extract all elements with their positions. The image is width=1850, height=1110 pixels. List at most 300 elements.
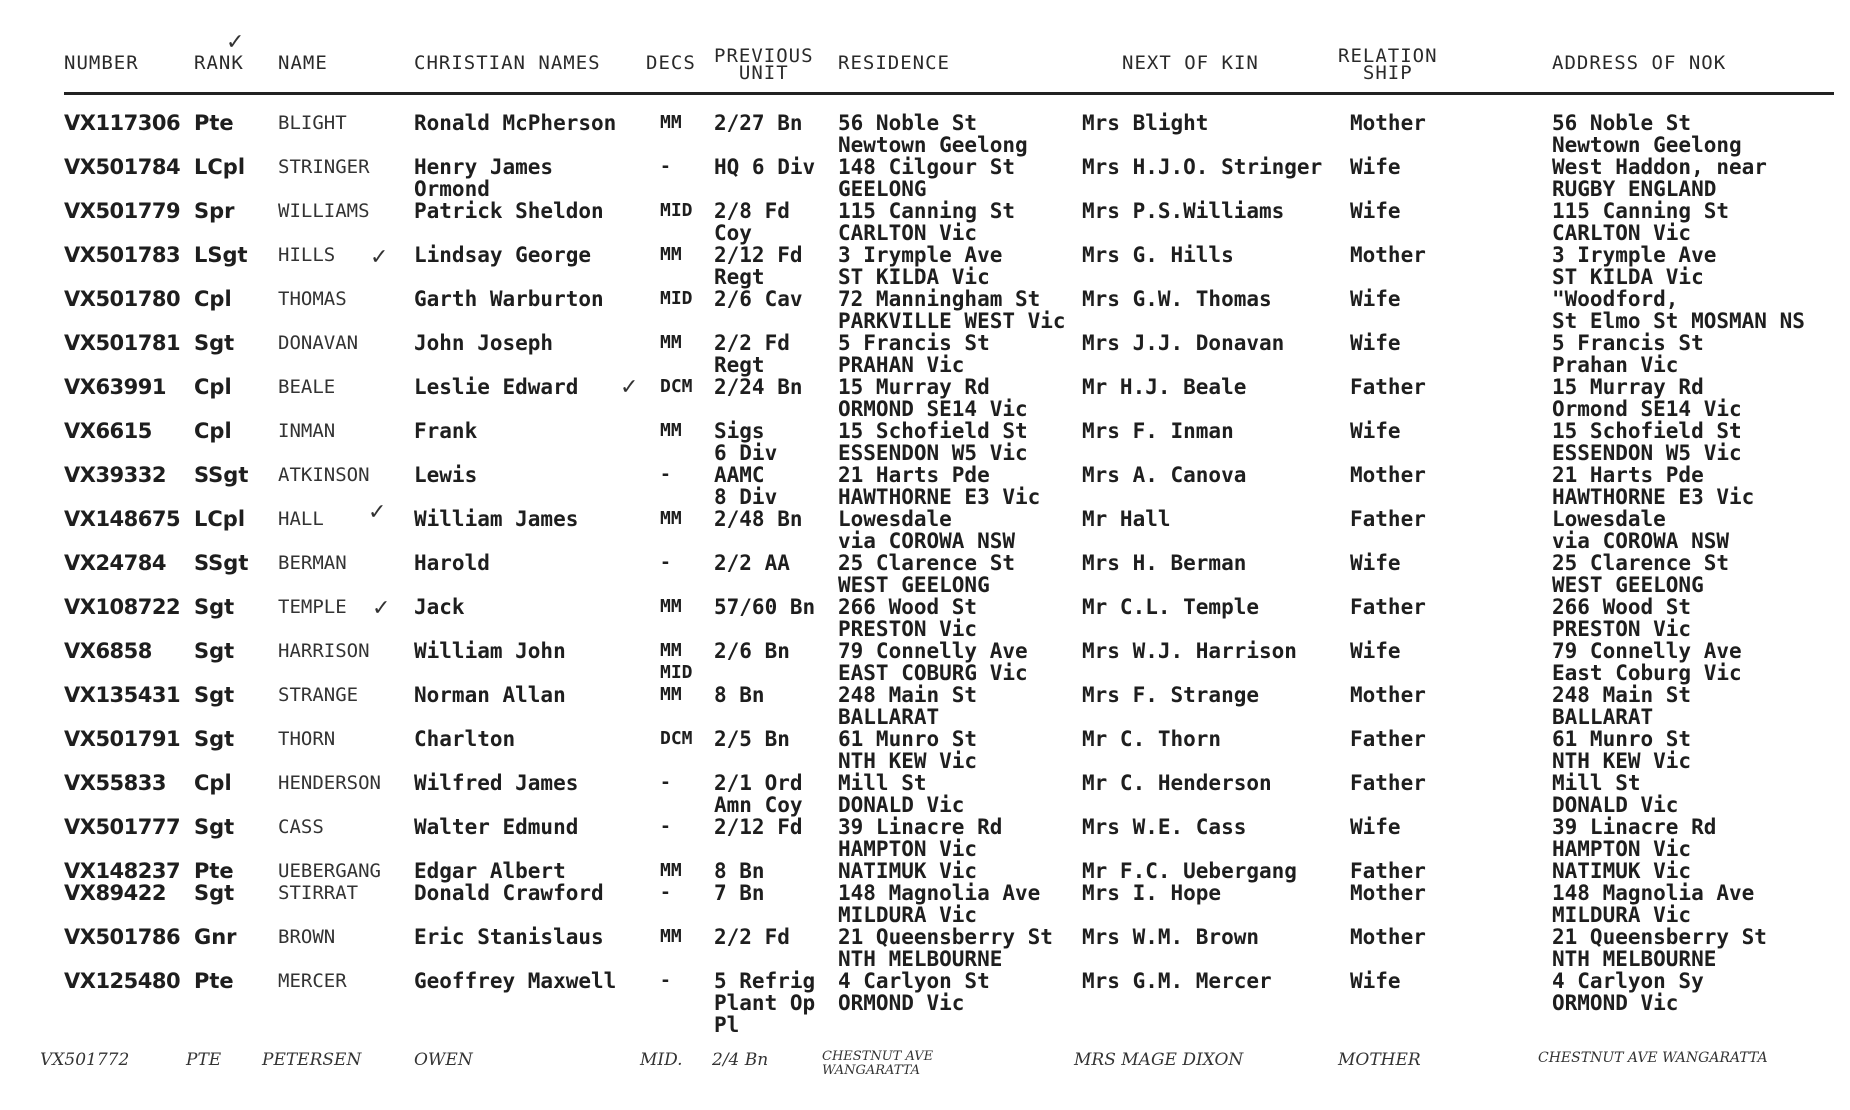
rank-line: Sgt: [194, 331, 235, 355]
service-number-line: VX55833: [64, 771, 167, 795]
service-number-line: VX6615: [64, 419, 152, 443]
christian-names-line: Harold: [414, 551, 490, 575]
service-number-line: VX6858: [64, 639, 152, 663]
residence-line: HAWTHORNE E3 Vic: [838, 485, 1041, 509]
christian-names-line: Ormond: [414, 177, 490, 201]
cell-service-number: [64, 464, 166, 486]
cell-service-number: [64, 376, 166, 398]
table-row: [0, 596, 1850, 640]
rank-line: Pte: [194, 111, 234, 135]
relationship-line: Wife: [1350, 815, 1401, 839]
cell-rank: [194, 816, 234, 838]
surname-line: DONAVAN: [278, 332, 359, 354]
table-row: [0, 420, 1850, 464]
cell-decorations: [660, 200, 693, 222]
cell-relationship: [1350, 156, 1401, 178]
christian-names-line: Lewis: [414, 463, 478, 487]
cell-previous-unit: [714, 816, 803, 838]
nok-address-line: East Coburg Vic: [1552, 661, 1742, 685]
cell-rank: [194, 420, 232, 442]
cell-nok-address: [1552, 816, 1716, 860]
cell-decorations: [660, 508, 682, 530]
cell-decorations: [660, 288, 693, 310]
service-number-line: VX501781: [64, 331, 181, 355]
cell-service-number: [64, 244, 180, 266]
tick-mark-icon: ✓: [368, 500, 387, 525]
cell-next-of-kin: [1082, 200, 1284, 222]
surname-line: STRINGER: [278, 156, 370, 178]
table-row: [0, 969, 1850, 1037]
cell-nok-address: [1552, 332, 1704, 376]
header-decs: DECS: [646, 52, 696, 74]
residence-line: 148 Cilgour St: [838, 155, 1016, 179]
cell-relationship: [1350, 420, 1401, 442]
cell-rank: [194, 970, 234, 992]
cell-next-of-kin: [1082, 640, 1297, 662]
cell-surname: [278, 376, 335, 398]
surname-line: HENDERSON: [278, 772, 381, 794]
cell-relationship: [1350, 970, 1401, 992]
cell-nok-address: [1552, 596, 1691, 640]
table-row: [0, 288, 1850, 332]
cell-residence: [838, 420, 1028, 464]
cell-decorations: [660, 156, 671, 178]
cell-christian-names: [414, 376, 578, 398]
nok-address-line: 115 Canning St: [1552, 199, 1730, 223]
christian-names-line: Charlton: [414, 727, 516, 751]
cell-previous-unit: [714, 464, 777, 508]
cell-rank: [194, 882, 234, 904]
rank-line: LCpl: [194, 507, 246, 531]
nok-address-line: PRESTON Vic: [1552, 617, 1692, 641]
service-number-line: VX148675: [64, 507, 181, 531]
previous-unit-line: 2/5 Bn: [714, 727, 790, 751]
previous-unit-line: 57/60 Bn: [714, 595, 816, 619]
rank-line: LCpl: [194, 155, 246, 179]
next-of-kin-line: Mrs J.J. Donavan: [1082, 331, 1285, 355]
decorations-line: -: [660, 970, 671, 991]
header-next-of-kin: NEXT OF KIN: [1122, 52, 1259, 74]
relationship-line: Mother: [1350, 463, 1426, 487]
cell-service-number: [64, 860, 180, 882]
relationship-line: Wife: [1350, 287, 1401, 311]
cell-surname: [278, 288, 347, 310]
cell-rank: [194, 684, 234, 706]
cell-service-number: [64, 728, 180, 750]
cell-next-of-kin: [1082, 926, 1259, 948]
rank-line: Cpl: [194, 419, 232, 443]
rank-line: Sgt: [194, 727, 235, 751]
nok-address-line: ORMOND Vic: [1552, 991, 1679, 1015]
nok-address-line: 3 Irymple Ave: [1552, 243, 1717, 267]
cell-service-number: [64, 640, 152, 662]
surname-line: TEMPLE: [278, 596, 347, 618]
header-number: NUMBER: [64, 52, 139, 74]
previous-unit-line: 8 Div: [714, 485, 778, 509]
cell-rank: [194, 926, 237, 948]
cell-relationship: [1350, 112, 1426, 134]
nok-address-line: 5 Francis St: [1552, 331, 1704, 355]
cell-christian-names: [414, 508, 578, 530]
cell-rank: [194, 508, 245, 530]
cell-surname: [278, 332, 358, 354]
cell-residence: [838, 552, 1015, 596]
decorations-line: -: [660, 156, 671, 177]
tick-mark-icon: ✓: [370, 245, 389, 270]
residence-line: Newtown Geelong: [838, 133, 1028, 157]
cell-next-of-kin: [1082, 156, 1322, 178]
table-row: [0, 926, 1850, 970]
cell-previous-unit: [714, 420, 777, 464]
rank-line: Sgt: [194, 595, 235, 619]
residence-line: NATIMUK Vic: [838, 859, 978, 883]
table-row: [0, 464, 1850, 508]
residence-line: ST KILDA Vic: [838, 265, 990, 289]
rank-line: Sgt: [194, 639, 235, 663]
tick-mark-icon: ✓: [226, 30, 245, 55]
cell-nok-address: [1552, 860, 1691, 882]
nok-address-line: DONALD Vic: [1552, 793, 1679, 817]
residence-line: 248 Main St: [838, 683, 978, 707]
cell-residence: [838, 288, 1066, 332]
residence-line: 21 Queensberry St: [838, 925, 1053, 949]
table-row: [0, 816, 1850, 860]
rank-line: Sgt: [194, 881, 235, 905]
nok-address-line: MILDURA Vic: [1552, 903, 1692, 927]
previous-unit-line: 2/2 Fd: [714, 925, 790, 949]
cell-decorations: [660, 112, 682, 134]
cell-residence: [838, 684, 977, 728]
cell-previous-unit: [714, 376, 803, 398]
cell-decorations: [660, 860, 682, 882]
decorations-line: MM: [660, 420, 682, 441]
cell-christian-names: [414, 420, 477, 442]
nok-address-line: Prahan Vic: [1552, 353, 1679, 377]
cell-decorations: [660, 596, 682, 618]
next-of-kin-line: Mrs P.S.Williams: [1082, 199, 1285, 223]
cell-surname: [278, 596, 347, 618]
cell-christian-names: [414, 640, 566, 662]
header-relation: RELATION: [1338, 45, 1438, 67]
cell-previous-unit: [714, 772, 803, 816]
cell-next-of-kin: [1082, 112, 1208, 134]
cell-residence: [838, 816, 1002, 860]
header-relationship: [1338, 45, 1438, 84]
cell-nok-address: [1552, 926, 1767, 970]
cell-surname: [278, 772, 381, 794]
christian-names-line: Edgar Albert: [414, 859, 566, 883]
next-of-kin-line: Mr C.L. Temple: [1082, 595, 1260, 619]
christian-names-line: John Joseph: [414, 331, 554, 355]
decorations-line: -: [660, 816, 671, 837]
cell-residence: [838, 728, 977, 772]
header-rule: [64, 92, 1834, 95]
cell-nok-address: [1552, 508, 1729, 552]
column-header-row: [0, 45, 1850, 92]
rank-line: SSgt: [194, 551, 249, 575]
previous-unit-line: Regt: [714, 265, 765, 289]
cell-previous-unit: [714, 332, 790, 376]
cell-nok-address: [1552, 288, 1805, 332]
next-of-kin-line: Mr C. Thorn: [1082, 727, 1222, 751]
cell-rank: [194, 156, 245, 178]
residence-line: 56 Noble St: [838, 111, 978, 135]
cell-relationship: [1350, 882, 1426, 904]
hw-name: PETERSEN: [262, 1050, 362, 1070]
decorations-line: MID: [660, 200, 693, 221]
cell-next-of-kin: [1082, 288, 1272, 310]
cell-service-number: [64, 684, 180, 706]
cell-next-of-kin: [1082, 728, 1221, 750]
service-number-line: VX501779: [64, 199, 181, 223]
surname-line: STIRRAT: [278, 882, 359, 904]
cell-rank: [194, 200, 235, 222]
previous-unit-line: 2/24 Bn: [714, 375, 803, 399]
decorations-line: MM: [660, 640, 682, 661]
decorations-line: -: [660, 882, 671, 903]
relationship-line: Mother: [1350, 925, 1426, 949]
rank-line: SSgt: [194, 463, 249, 487]
cell-christian-names: [414, 552, 490, 574]
cell-surname: [278, 200, 370, 222]
cell-residence: [838, 200, 1015, 244]
rank-line: Cpl: [194, 375, 232, 399]
residence-line: 4 Carlyon St: [838, 969, 990, 993]
surname-line: WILLIAMS: [278, 200, 370, 222]
residence-line: WEST GEELONG: [838, 573, 990, 597]
cell-relationship: [1350, 508, 1426, 530]
cell-relationship: [1350, 464, 1426, 486]
cell-decorations: [660, 244, 682, 266]
cell-surname: [278, 860, 381, 882]
cell-decorations: [660, 420, 682, 442]
header-address-of-nok: ADDRESS OF NOK: [1552, 52, 1727, 74]
cell-relationship: [1350, 552, 1401, 574]
nok-address-line: 21 Queensberry St: [1552, 925, 1767, 949]
relationship-line: Wife: [1350, 551, 1401, 575]
christian-names-line: William John: [414, 639, 566, 663]
cell-residence: [838, 464, 1040, 508]
surname-line: HILLS: [278, 244, 336, 266]
decorations-line: MM: [660, 244, 682, 265]
surname-line: STRANGE: [278, 684, 359, 706]
decorations-line: -: [660, 772, 671, 793]
cell-nok-address: [1552, 420, 1742, 464]
cell-relationship: [1350, 332, 1401, 354]
cell-decorations: [660, 640, 693, 684]
tick-mark-icon: ✓: [372, 596, 391, 621]
cell-nok-address: [1552, 882, 1754, 926]
cell-nok-address: [1552, 552, 1729, 596]
cell-surname: [278, 728, 335, 750]
next-of-kin-line: Mrs W.E. Cass: [1082, 815, 1247, 839]
cell-nok-address: [1552, 200, 1729, 244]
next-of-kin-line: Mrs A. Canova: [1082, 463, 1247, 487]
relationship-line: Wife: [1350, 419, 1401, 443]
nok-address-line: Lowesdale: [1552, 507, 1666, 531]
cell-residence: [838, 970, 990, 1014]
hw-christian: OWEN: [414, 1050, 473, 1070]
surname-line: THORN: [278, 728, 336, 750]
previous-unit-line: 2/8 Fd: [714, 199, 790, 223]
residence-line: NTH MELBOURNE: [838, 947, 1003, 971]
cell-christian-names: [414, 156, 553, 200]
cell-christian-names: [414, 464, 477, 486]
rank-line: Cpl: [194, 771, 232, 795]
residence-line: GEELONG: [838, 177, 927, 201]
next-of-kin-line: Mr Hall: [1082, 507, 1171, 531]
rank-line: Pte: [194, 969, 234, 993]
next-of-kin-line: Mrs W.M. Brown: [1082, 925, 1260, 949]
relationship-line: Father: [1350, 771, 1426, 795]
previous-unit-line: 2/48 Bn: [714, 507, 803, 531]
relationship-line: Father: [1350, 375, 1426, 399]
decorations-line: MM: [660, 508, 682, 529]
cell-surname: [278, 684, 358, 706]
residence-line: 266 Wood St: [838, 595, 978, 619]
residence-line: Lowesdale: [838, 507, 952, 531]
decorations-line: MID: [660, 662, 693, 683]
previous-unit-line: AAMC: [714, 463, 765, 487]
next-of-kin-line: Mr C. Henderson: [1082, 771, 1272, 795]
cell-rank: [194, 728, 234, 750]
residence-line: 5 Francis St: [838, 331, 990, 355]
cell-relationship: [1350, 640, 1401, 662]
residence-line: PARKVILLE WEST Vic: [838, 309, 1066, 333]
previous-unit-line: 2/2 Fd: [714, 331, 790, 355]
next-of-kin-line: Mrs F. Inman: [1082, 419, 1234, 443]
residence-line: PRAHAN Vic: [838, 353, 965, 377]
residence-line: DONALD Vic: [838, 793, 965, 817]
cell-christian-names: [414, 728, 515, 750]
nok-address-line: Newtown Geelong: [1552, 133, 1742, 157]
nok-address-line: 4 Carlyon Sy: [1552, 969, 1704, 993]
cell-decorations: [660, 970, 671, 992]
nok-address-line: Mill St: [1552, 771, 1641, 795]
residence-line: CARLTON Vic: [838, 221, 978, 245]
relationship-line: Father: [1350, 859, 1426, 883]
cell-christian-names: [414, 288, 604, 310]
previous-unit-line: 2/1 Ord: [714, 771, 803, 795]
nok-address-line: HAMPTON Vic: [1552, 837, 1692, 861]
nok-address-line: BALLARAT: [1552, 705, 1654, 729]
cell-service-number: [64, 156, 180, 178]
next-of-kin-line: Mrs W.J. Harrison: [1082, 639, 1297, 663]
cell-rank: [194, 112, 234, 134]
cell-next-of-kin: [1082, 772, 1272, 794]
rank-line: Spr: [194, 199, 235, 223]
decorations-line: -: [660, 552, 671, 573]
christian-names-line: Norman Allan: [414, 683, 566, 707]
rank-line: Cpl: [194, 287, 232, 311]
decorations-line: MM: [660, 684, 682, 705]
next-of-kin-line: Mr F.C. Uebergang: [1082, 859, 1297, 883]
residence-line: HAMPTON Vic: [838, 837, 978, 861]
cell-next-of-kin: [1082, 860, 1297, 882]
previous-unit-line: 7 Bn: [714, 881, 765, 905]
residence-line: ESSENDON W5 Vic: [838, 441, 1028, 465]
nok-address-line: 148 Magnolia Ave: [1552, 881, 1755, 905]
cell-relationship: [1350, 596, 1426, 618]
service-number-line: VX39332: [64, 463, 167, 487]
nok-address-line: NATIMUK Vic: [1552, 859, 1692, 883]
residence-line: 15 Schofield St: [838, 419, 1028, 443]
cell-next-of-kin: [1082, 376, 1246, 398]
table-row: [0, 332, 1850, 376]
surname-line: BEALE: [278, 376, 336, 398]
hw-decs: MID.: [640, 1050, 683, 1070]
previous-unit-line: 2/12 Fd: [714, 815, 803, 839]
cell-service-number: [64, 816, 180, 838]
table-row: [0, 200, 1850, 244]
residence-line: NTH KEW Vic: [838, 749, 978, 773]
relationship-line: Mother: [1350, 111, 1426, 135]
cell-relationship: [1350, 244, 1426, 266]
relationship-line: Father: [1350, 727, 1426, 751]
cell-previous-unit: [714, 156, 815, 178]
relationship-line: Mother: [1350, 881, 1426, 905]
cell-next-of-kin: [1082, 552, 1246, 574]
cell-relationship: [1350, 816, 1401, 838]
cell-decorations: [660, 882, 671, 904]
table-row: [0, 112, 1850, 156]
decorations-line: DCM: [660, 728, 693, 749]
cell-surname: [278, 640, 370, 662]
decorations-line: MM: [660, 596, 682, 617]
previous-unit-line: Pl: [714, 1013, 740, 1037]
christian-names-line: Leslie Edward: [414, 375, 579, 399]
christian-names-line: Frank: [414, 419, 478, 443]
cell-rank: [194, 772, 232, 794]
cell-service-number: [64, 332, 180, 354]
cell-rank: [194, 552, 248, 574]
residence-line: ORMOND Vic: [838, 991, 965, 1015]
table-row: [0, 508, 1850, 552]
nok-address-line: ST KILDA Vic: [1552, 265, 1704, 289]
service-number-line: VX501784: [64, 155, 181, 179]
cell-relationship: [1350, 376, 1426, 398]
cell-decorations: [660, 332, 682, 354]
surname-line: UEBERGANG: [278, 860, 381, 882]
header-ship: SHIP: [1362, 62, 1413, 84]
next-of-kin-line: Mrs H.J.O. Stringer: [1082, 155, 1323, 179]
cell-christian-names: [414, 926, 604, 948]
next-of-kin-line: Mrs Blight: [1082, 111, 1209, 135]
decorations-line: MM: [660, 112, 682, 133]
nok-address-line: RUGBY ENGLAND: [1552, 177, 1717, 201]
cell-surname: [278, 926, 335, 948]
header-unit: UNIT: [738, 62, 789, 84]
cell-nok-address: [1552, 376, 1742, 420]
nok-address-line: ESSENDON W5 Vic: [1552, 441, 1742, 465]
cell-surname: [278, 816, 324, 838]
residence-line: BALLARAT: [838, 705, 940, 729]
cell-residence: [838, 596, 977, 640]
cell-decorations: [660, 816, 671, 838]
cell-service-number: [64, 926, 180, 948]
nok-address-line: St Elmo St MOSMAN NS: [1552, 309, 1805, 333]
header-name: NAME: [278, 52, 328, 74]
cell-residence: [838, 376, 1028, 420]
christian-names-line: Geoffrey Maxwell: [414, 969, 617, 993]
christian-names-line: Lindsay George: [414, 243, 592, 267]
surname-line: MERCER: [278, 970, 347, 992]
cell-next-of-kin: [1082, 508, 1171, 530]
table-row: [0, 882, 1850, 926]
decorations-line: -: [660, 464, 671, 485]
relationship-line: Mother: [1350, 243, 1426, 267]
cell-previous-unit: [714, 882, 765, 904]
